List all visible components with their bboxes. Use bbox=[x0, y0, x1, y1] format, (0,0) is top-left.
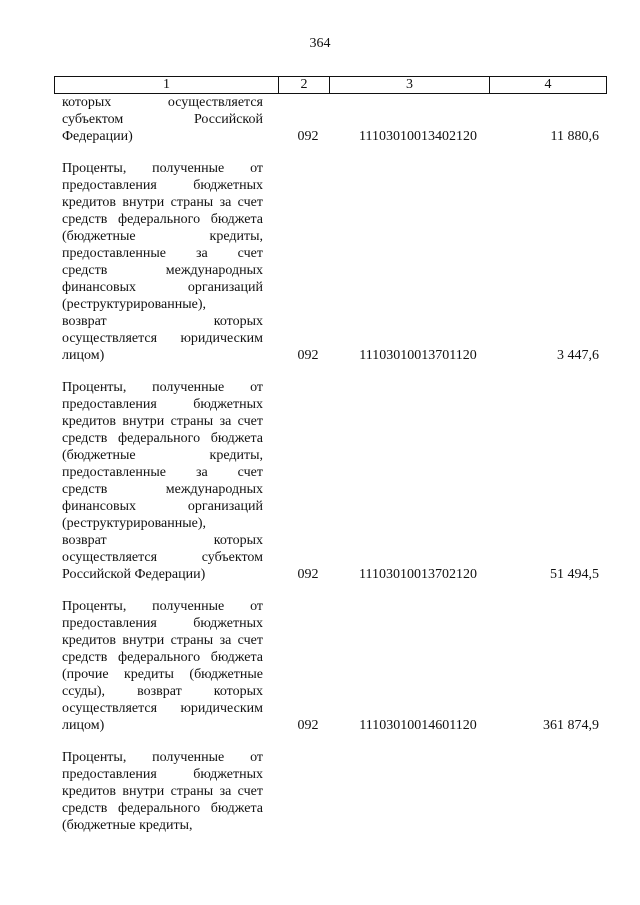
row-kbk: 11103010013702120 bbox=[359, 567, 477, 582]
description-line: Федерации) bbox=[62, 129, 133, 144]
table-row bbox=[0, 379, 640, 598]
description-line: ссуды), возврат которых bbox=[62, 684, 263, 699]
description-line: Проценты, полученные от bbox=[62, 599, 263, 614]
description-line: Проценты, полученные от bbox=[62, 380, 263, 395]
description-line: (бюджетные кредиты, bbox=[62, 818, 193, 833]
description-line: средств международных bbox=[62, 482, 263, 497]
description-line: возврат которых bbox=[62, 533, 263, 548]
row-description bbox=[62, 598, 263, 734]
table-row bbox=[0, 94, 640, 160]
description-line: лицом) bbox=[62, 348, 105, 363]
row-amount: 51 494,5 bbox=[550, 567, 599, 582]
row-description bbox=[62, 749, 263, 834]
description-line: (реструктурированные), bbox=[62, 516, 206, 531]
table-row bbox=[0, 160, 640, 379]
page-number: 364 bbox=[309, 36, 331, 51]
description-line: лицом) bbox=[62, 718, 105, 733]
description-line: (реструктурированные), bbox=[62, 297, 206, 312]
description-line: (бюджетные кредиты, bbox=[62, 229, 263, 244]
row-amount: 11 880,6 bbox=[550, 129, 599, 144]
description-line: возврат которых bbox=[62, 314, 263, 329]
description-line: осуществляется юридическим bbox=[62, 701, 263, 716]
row-code: 092 bbox=[297, 718, 319, 733]
row-description bbox=[62, 94, 263, 145]
column-header: 4 bbox=[490, 77, 607, 94]
row-code: 092 bbox=[297, 567, 319, 582]
row-description bbox=[62, 160, 263, 364]
description-line: финансовых организаций bbox=[62, 280, 263, 295]
column-header: 3 bbox=[330, 77, 490, 94]
description-line: осуществляется субъектом bbox=[62, 550, 263, 565]
description-line: кредитов внутри страны за счет bbox=[62, 633, 263, 648]
description-line: средств международных bbox=[62, 263, 263, 278]
row-amount: 3 447,6 bbox=[557, 348, 599, 363]
column-header: 2 bbox=[279, 77, 330, 94]
description-line: средств федерального бюджета bbox=[62, 431, 263, 446]
row-code: 092 bbox=[297, 129, 319, 144]
table-row bbox=[0, 749, 640, 849]
description-line: средств федерального бюджета bbox=[62, 212, 263, 227]
column-header: 1 bbox=[55, 77, 279, 94]
description-line: (прочие кредиты (бюджетные bbox=[62, 667, 263, 682]
description-line: предоставленные за счет bbox=[62, 465, 263, 480]
row-code: 092 bbox=[297, 348, 319, 363]
description-line: средств федерального бюджета bbox=[62, 801, 263, 816]
row-amount: 361 874,9 bbox=[543, 718, 599, 733]
row-kbk: 11103010013402120 bbox=[359, 129, 477, 144]
row-description bbox=[62, 379, 263, 583]
description-line: кредитов внутри страны за счет bbox=[62, 784, 263, 799]
table-row bbox=[0, 598, 640, 749]
description-line: Проценты, полученные от bbox=[62, 750, 263, 765]
description-line: кредитов внутри страны за счет bbox=[62, 195, 263, 210]
description-line: предоставления бюджетных bbox=[62, 767, 263, 782]
description-line: предоставления бюджетных bbox=[62, 616, 263, 631]
table-header bbox=[54, 76, 607, 94]
description-line: субъектом Российской bbox=[62, 112, 263, 127]
description-line: Российской Федерации) bbox=[62, 567, 206, 582]
table-body bbox=[0, 94, 640, 849]
description-line: предоставления бюджетных bbox=[62, 178, 263, 193]
description-line: предоставленные за счет bbox=[62, 246, 263, 261]
row-kbk: 11103010013701120 bbox=[359, 348, 477, 363]
description-line: осуществляется юридическим bbox=[62, 331, 263, 346]
description-line: (бюджетные кредиты, bbox=[62, 448, 263, 463]
description-line: которых осуществляется bbox=[62, 95, 263, 110]
description-line: средств федерального бюджета bbox=[62, 650, 263, 665]
description-line: кредитов внутри страны за счет bbox=[62, 414, 263, 429]
description-line: предоставления бюджетных bbox=[62, 397, 263, 412]
row-kbk: 11103010014601120 bbox=[359, 718, 477, 733]
description-line: финансовых организаций bbox=[62, 499, 263, 514]
description-line: Проценты, полученные от bbox=[62, 161, 263, 176]
